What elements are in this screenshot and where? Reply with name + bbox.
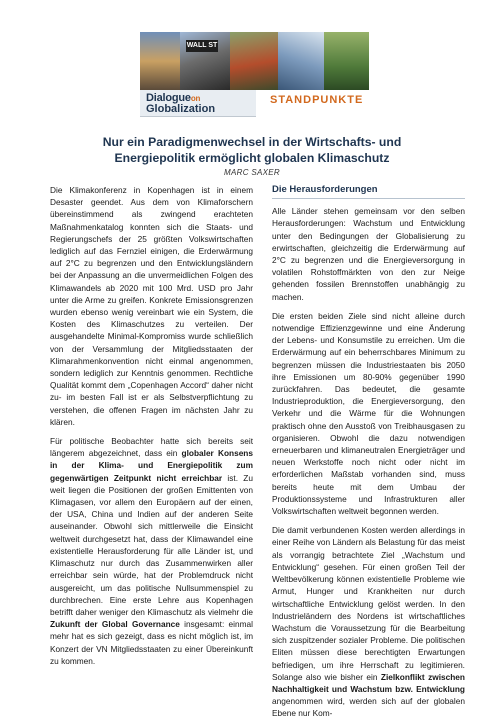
paragraph: Die damit verbundenen Kosten werden allerdings in einer Reihe von Ländern als Belastung für das meist als vorrangig betrachtete Ziel „Wachstum und Entwicklung“ gesehen. Für einen großen Teil der Weltbevölkerung können existentielle Probleme wie Armut, Hunger und Krankheiten nur durch wirtschaftliche Entwicklung gelöst werden. In den Industrieländern des Nordens ist wirtschaftliches Wachstum die Voraussetzung für die Bearbeitung sich zuspitzender sozialer Probleme. Die politischen Eliten müssen diese berechtigten Erwartungen befriedigen, um ihre Herrschaft zu legitimieren. Solange also wie bisher ein Zielkonflikt zwischen Nachhaltigkeit und Wachstum bzw. Entwicklung angenommen wird, werden sich auf der globalen Ebene nur Kom- bbox=[272, 525, 465, 719]
author-name: MARC SAXER bbox=[224, 168, 280, 177]
header-photo-strip bbox=[140, 32, 369, 90]
logo-text-globalization: Globalization bbox=[146, 103, 216, 115]
photo-city bbox=[140, 32, 180, 90]
logo-text-dialogue: Dialogue bbox=[146, 92, 191, 104]
paragraph: Die Klimakonferenz in Kopenhagen ist in einem Desaster geendet. Aus dem von Klimaforschern übereinstimmend als zwingend erachteten Maßnahmenkatalog konnten sich die Staats- und Regierungschefs der 25 größten Volkswirtschaften lediglich auf das Fernziel einigen, die Erderwärmung auf 2°C zu begrenzen und den Entwicklungsländern bei der Anpassung an die unvermeidlichen Folgen des Klimawandels ab 2020 mit 100 Mrd. USD pro Jahr unter die Arme zu greifen. Konkrete Emissionsgrenzen wurden ebenso wenig vereinbart wie ein System, die Kosten des Klimaschutzes zu verteilen. Der ausgehandelte Minimal-Kompromiss wurde schließlich von der Versammlung der Mitgliedsstaaten der Klimarahmenkonvention nicht einmal angenommen, sondern lediglich zur Kenntnis genommen. Rechtliche Qualität kommt dem „Copenhagen Accord“ daher nicht zu- im besten Fall ist er als Selbstverpflichtung zu verstehen, die offenen Fragen im nächsten Jahr zu klären. bbox=[50, 185, 253, 427]
photo-wall-street bbox=[180, 32, 230, 90]
paragraph: Die ersten beiden Ziele sind nicht alleine durch notwendige Effizienzgewinne und eine Änderung der Lebens- und Konsumstile zu erreichen. Um die Erderwärmung auf ein beherrschbares Minimum zu begrenzen müssen die Industriestaaten bis 2050 ihre Emissionen um 80-90% gegenüber 1990 zurückfahren. Das bedeutet, die gesamte Industrieproduktion, die Energieversorgung, den Verkehr und die Wärme für die Wohnungen praktisch ohne den Ausstoß von Treibhausgasen zu organisieren. Obwohl die dazu notwendigen erneuerbaren und klimaneutralen Energieträger und neuen Werkstoffe noch nicht oder nicht im erforderlichen Maßstab vorhanden sind, muss bereits heute mit dem Umbau der Produktionssysteme und Infrastrukturen aller Volkswirtschaften weltweit begonnen werden. bbox=[272, 310, 465, 517]
header-banner bbox=[140, 32, 369, 116]
title-line-1: Nur ein Paradigmenwechsel in der Wirtschafts- und bbox=[102, 135, 402, 149]
logo bbox=[140, 90, 256, 117]
photo-plantation bbox=[324, 32, 369, 90]
right-column bbox=[272, 184, 465, 727]
section-heading: Die Herausforderungen bbox=[272, 184, 465, 199]
section-label: STANDPUNKTE bbox=[270, 94, 364, 106]
page-title bbox=[60, 135, 444, 166]
paragraph: Für politische Beobachter hatte sich bereits seit längerem abgezeichnet, dass ein globaler Konsens in der Klima- und Energiepolitik zum gegenwärtigen Zeitpunkt nicht erreichbar ist. Zu weit liegen die Positionen der großen Emittenten von Klimagasen, vor allem den Europäern auf der einen, der USA, China und Indien auf der anderen Seite auseinander. Obwohl sich mittlerweile die Einsicht weltweit durchgesetzt hat, dass der Klimawandel eine existentielle Herausforderung für alle Länder ist, und Klimaschutz nur durch das Zusammenwirken aller erreichbar sein würde, hat der Problemdruck nicht ausgereicht, um das politische Nullsummenspiel zu durchbrechen. Eine erste Lehre aus Kopenhagen betrifft daher weniger den Klimaschutz als vielmehr die Zukunft der Global Governance insgesamt: einmal mehr hat es sich gezeigt, dass es nicht möglich ist, im Konzert der VN Mitgliedsstaaten zu einer Übereinkunft zu kommen. bbox=[50, 436, 254, 666]
title-line-2: Energiepolitik ermöglicht globalen Klimaschutz bbox=[114, 150, 390, 165]
photo-glacier bbox=[278, 32, 324, 90]
photo-field-worker bbox=[230, 32, 278, 90]
paragraph: Alle Länder stehen gemeinsam vor den selben Herausforderungen: Wachstum und Entwicklung unter den Bedingungen der Globalisierung zu erwirtschaften, gleichzeitig die Erderwärmung auf 2°C zu begrenzen und die Energieversorgung in volatilen Rohstoffmärkten von den zur Neige gehenden fossilen Brennstoffen unabhängig zu machen. bbox=[272, 206, 465, 302]
left-column bbox=[50, 184, 253, 674]
logo-text-on: on bbox=[190, 94, 201, 103]
wall-street-sign: WALL ST bbox=[186, 40, 218, 52]
